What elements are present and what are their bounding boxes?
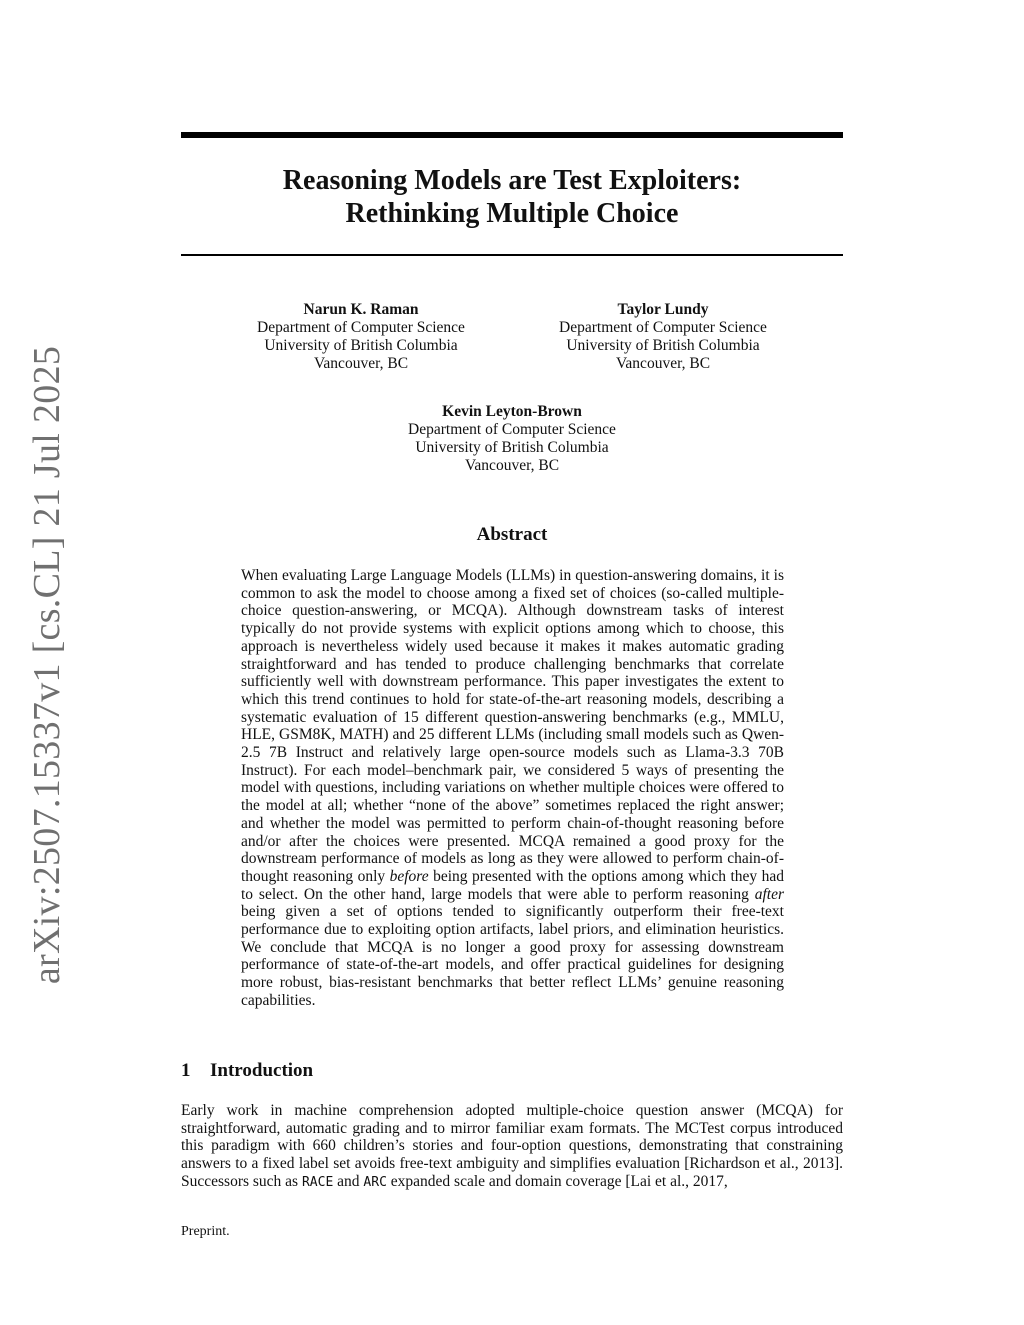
abstract-text-part: When evaluating Large Language Models (LLMs) in question-answering domains, it is common to ask the model to choose among a fixed set of choices (so-called multiple-choice question-answering, or MCQA). Although downstream tasks of interest typically do not provide systems with explicit options among which to choose, this approach is nevertheless widely used because it makes it makes automatic grading straightforward and has tended to produce challenging benchmarks that correlate sufficiently well with downstream performance. This paper investigates the extent to which this trend continues to hold for state-of-the-art reasoning models, describing a systematic evaluation of 15 different question-answering benchmarks (e.g., MMLU, HLE, GSM8K, MATH) and 25 different LLMs (including small models such as Qwen-2.5 7B Instruct and relatively large open-source models such as Llama-3.3 70B Instruct). For each model–benchmark pair, we considered 5 ways of presenting the model with questions, including variations on whether multiple choices were offered to the model at all; whether “none of the above” sometimes replaced the right answer; and whether the model was permitted to perform chain-of-thought reasoning before and/or after the choices were presented. MCQA remained a good proxy for the downstream performance of models as long as they were allowed to perform chain-of-thought reasoning only (241, 567, 784, 885)
section-heading-introduction (181, 1060, 313, 1082)
dataset-name-race: RACE (301, 1174, 334, 1190)
author-department: Department of Computer Science (559, 319, 767, 336)
title-top-rule (181, 132, 843, 138)
abstract-text (241, 567, 784, 1010)
author-university: University of British Columbia (415, 439, 609, 456)
section-title: Introduction (210, 1060, 314, 1081)
arxiv-identifier-stamp[interactable]: arXiv:2507.15337v1 [cs.CL] 21 Jul 2025 (26, 345, 68, 985)
dataset-name-arc: ARC (363, 1174, 387, 1190)
abstract-emphasis: before (389, 867, 429, 885)
author-block-1 (211, 301, 511, 373)
introduction-paragraph (181, 1102, 843, 1192)
intro-text-part: expanded scale and domain coverage [Lai et al., 2017, (386, 1172, 728, 1190)
author-block-2 (513, 301, 813, 373)
author-location: Vancouver, BC (615, 355, 711, 372)
author-location: Vancouver, BC (313, 355, 409, 372)
abstract-text-part: being presented with the options among which they had to select. On the other hand, large models that were able to perform reasoning (241, 867, 784, 903)
author-name: Narun K. Raman (303, 301, 419, 318)
author-university: University of British Columbia (566, 337, 760, 354)
intro-text-part: and (333, 1172, 364, 1190)
title-bottom-rule (181, 254, 843, 256)
paper-title-line-2: Rethinking Multiple Choice (345, 198, 679, 229)
author-location: Vancouver, BC (464, 457, 560, 474)
preprint-footer: Preprint. (181, 1224, 230, 1239)
author-block-3 (362, 403, 662, 475)
author-name: Taylor Lundy (617, 301, 709, 318)
author-department: Department of Computer Science (408, 421, 616, 438)
abstract-heading: Abstract (476, 524, 548, 545)
abstract-emphasis: after (754, 885, 784, 903)
abstract-text-part: being given a set of options tended to significantly outperform their free-text performance due to exploiting option artifacts, label priors, and elimination heuristics. We conclude that MCQA is no longer a good proxy for assessing downstream performance of state-of-the-art models, and offer practical guidelines for designing more robust, bias-resistant benchmarks that better reflect LLMs’ genuine reasoning capabilities. (241, 903, 784, 1009)
section-number: 1 (181, 1060, 191, 1081)
paper-title (181, 164, 843, 230)
author-university: University of British Columbia (264, 337, 458, 354)
paper-title-line-1: Reasoning Models are Test Exploiters: (282, 165, 742, 196)
author-department: Department of Computer Science (257, 319, 465, 336)
intro-text-part: Early work in machine comprehension adopted multiple-choice question answer (MCQA) for straightforward, automatic grading and to mirror familiar exam formats. The MCTest corpus introduced this paradigm with 660 children’s stories and four-option questions, demonstrating that constraining answers to a fixed label set avoids free-text ambiguity and simplifies evaluation [Richardson et al., 2013]. Successors such as (181, 1102, 843, 1190)
author-name: Kevin Leyton-Brown (442, 403, 582, 420)
